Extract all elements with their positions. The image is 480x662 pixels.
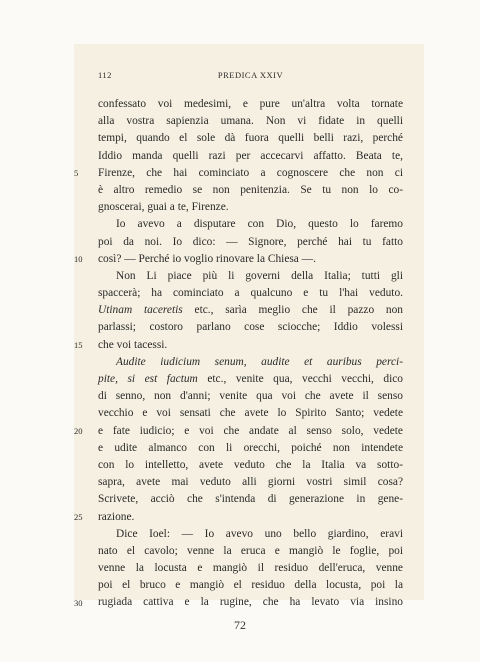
text-segment: etc., sarìa meglio che il pazzo non (182, 304, 403, 317)
text-segment: vecchio e voi sensati che avete lo Spirito Santo; vedete (98, 407, 403, 420)
text-line (98, 268, 403, 285)
text-line (98, 302, 403, 319)
text-segment: alla vostra sapienzia umana. Non vi fidate in quelli (98, 115, 403, 128)
latin-quote: pite, si est factum (98, 373, 198, 385)
text-segment: venne la locusta e mangiò il residuo dell'eruca, venne (98, 562, 403, 575)
line-number: 25 (74, 511, 83, 522)
text-line (98, 440, 403, 457)
text-segment: Io avevo a disputare con Dio, questo lo faremo (116, 218, 403, 231)
text-line (98, 319, 403, 336)
text-line (98, 509, 403, 526)
text-segment: Dice Ioel: — Io avevo uno bello giardino, eravi (116, 527, 403, 540)
text-segment: e fate iudicio; e voi che andate al senso solo, vedete (98, 424, 403, 437)
body-text (98, 96, 403, 612)
text-segment: Scrivete, acciò che s'intenda di generazione in gene- (98, 493, 403, 506)
text-segment: è altro remedio se non penitenzia. Se tu non lo co- (98, 183, 403, 196)
folio-page-number: 72 (234, 618, 246, 632)
text-line (98, 594, 403, 611)
text-segment: parlassi; costoro parlano cose sciocche; Iddio volessi (98, 321, 403, 334)
text-line (98, 96, 403, 113)
text-segment: e udite almanco con li orecchi, poiché non intendete (98, 441, 403, 454)
text-line (98, 113, 403, 130)
line-number: 10 (74, 253, 83, 264)
text-segment: rugiada cattiva e la rugine, che ha levato via insino (98, 596, 403, 609)
text-segment: poi el bruco e mangiò el residuo della locusta, poi la (98, 579, 403, 592)
line-number: 15 (74, 339, 83, 350)
text-line (98, 251, 403, 268)
text-line (98, 199, 403, 216)
line-number: 20 (74, 425, 83, 436)
text-line (98, 543, 403, 560)
latin-quote: Audite iudicium senum, audite et auribus perci- (116, 355, 403, 368)
text-line (98, 423, 403, 440)
text-line (98, 388, 403, 405)
text-segment: sapra, avete mai veduto alli giorni vostri simil cosa? (98, 476, 403, 489)
text-line (98, 474, 403, 491)
text-line (98, 130, 403, 147)
text-segment: tempi, quando el sole dà fuora quelli belli razi, perché (98, 132, 403, 145)
text-segment: di senno, non d'anni; venite qua voi che avete il senso (98, 390, 403, 403)
text-line (98, 182, 403, 199)
text-line (98, 405, 403, 422)
text-line (98, 354, 403, 371)
text-line (98, 457, 403, 474)
text-line (98, 234, 403, 251)
text-segment: Firenze, che hai cominciato a cognoscere che non ci (98, 166, 403, 179)
text-segment: nato el cavolo; venne la eruca e mangiò le foglie, poi (98, 544, 403, 557)
text-segment: etc., venite qua, vecchi vecchi, dico (197, 373, 403, 385)
text-line (98, 148, 403, 165)
text-segment: confessato voi medesimi, e pure un'altra volta tornate (98, 98, 403, 110)
text-line (98, 491, 403, 508)
text-line (98, 526, 403, 543)
running-header (98, 70, 403, 84)
text-segment: poi da noi. Io dico: — Signore, perché hai tu fatto (98, 235, 403, 248)
text-line (98, 285, 403, 302)
text-line (98, 371, 403, 388)
text-segment: con lo intelletto, avete veduto che la Italia va sotto- (98, 458, 403, 471)
text-line (98, 165, 403, 182)
header-title: PREDICA XXIV (217, 70, 284, 80)
text-line (98, 337, 403, 354)
line-number: 5 (74, 167, 79, 178)
text-line (98, 577, 403, 594)
text-segment: così? — Perché io voglio rinovare la Chiesa —. (98, 252, 316, 265)
text-line (98, 560, 403, 577)
text-segment: gnoscerai, guai a te, Firenze. (98, 201, 229, 214)
text-segment: Non Li piace più li governi della Italia; tutti gli (116, 269, 403, 282)
text-segment: spaccerà; ha cominciato a qualcuno e tu l'hai veduto. (98, 287, 403, 300)
header-page-number: 112 (98, 70, 112, 80)
text-segment: razione. (98, 510, 135, 523)
text-segment: Iddio manda quelli razi per accecarvi affatto. Beata te, (98, 149, 403, 162)
text-line (98, 216, 403, 233)
latin-quote: Utinam taceretis (98, 304, 183, 317)
line-number: 30 (74, 597, 83, 608)
text-segment: che voi tacessi. (98, 338, 168, 351)
